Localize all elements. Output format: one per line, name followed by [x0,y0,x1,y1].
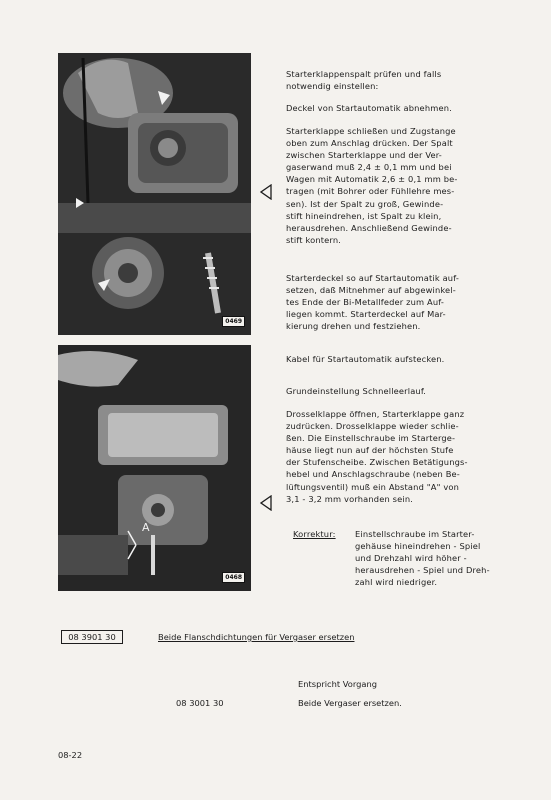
carburetor-illustration-bottom [58,345,251,591]
figure-number-tag: 0469 [222,316,245,327]
instruction-line: ßen. Die Einstellschraube im Starterge- [286,433,456,444]
correction-line: gehäuse hineindrehen - Spiel [355,541,481,552]
instruction-line: setzen, daß Mitnehmer auf abgewinkel- [286,285,456,296]
reference-label: Entspricht Vorgang [298,679,378,689]
instruction-step [286,353,516,365]
operation-number-box: 08 3901 30 [61,630,123,644]
left-pointer-icon [260,495,272,511]
instruction-line: Kabel für Startautomatik aufstecken. [286,354,445,364]
page-number: 08-22 [58,750,83,760]
left-pointer-icon [260,184,272,200]
instruction-line: zudrücken. Drosselklappe wieder schlie- [286,421,459,432]
instruction-line: tes Ende der Bi-Metallfeder zum Auf- [286,297,445,308]
instruction-line: zwischen Starterklappe und der Ver- [286,150,442,161]
instruction-line: liegen kommt. Starterdeckel auf Mar- [286,309,446,320]
instruction-line: gaserwand muß 2,4 ± 0,1 mm und bei [286,162,452,173]
instruction-line: tragen (mit Bohrer oder Fühllehre mes- [286,186,455,197]
instruction-step [286,102,516,114]
carburetor-photo-top [58,53,251,335]
correction-line: herausdrehen - Spiel und Dreh- [355,565,490,576]
instruction-line: hebel und Anschlagschraube (neben Be- [286,469,460,480]
reference-operation-text: Beide Vergaser ersetzen. [298,698,402,708]
figure-number-tag: 0468 [222,572,245,583]
instruction-line: Starterklappe schließen und Zugstange [286,126,456,136]
instruction-line: häuse liegt nun auf der höchsten Stufe [286,445,454,456]
instruction-line: Wagen mit Automatik 2,6 ± 0,1 mm be- [286,174,458,185]
heading-line: notwendig einstellen: [286,81,379,92]
heading-line: Grundeinstellung Schnelleerlauf. [286,386,427,396]
distance-a-label: A [142,521,150,534]
instruction-paragraph [286,125,516,246]
carburetor-illustration-top [58,53,251,335]
instruction-line: sen). Ist der Spalt zu groß, Gewinde- [286,198,444,209]
instruction-line: Starterdeckel so auf Startautomatik auf- [286,273,459,283]
operation-title: Beide Flanschdichtungen für Vergaser ersetzen [158,632,355,642]
correction-label: Korrektur: [293,529,336,539]
heading-line: Starterklappenspalt prüfen und falls [286,69,442,79]
instruction-line: 3,1 - 3,2 mm vorhanden sein. [286,493,414,504]
instruction-line: der Stufenscheibe. Zwischen Betätigungs- [286,457,468,468]
correction-line: Einstellschraube im Starter- [355,529,475,539]
instruction-line: lüftungsventil) muß ein Abstand "A" von [286,481,460,492]
reference-operation-number: 08 3001 30 [176,698,224,708]
carburetor-photo-bottom [58,345,251,591]
instruction-paragraph [286,408,516,505]
instruction-line: kierung drehen und festziehen. [286,321,421,332]
correction-line: zahl wird niedriger. [355,577,438,588]
instruction-line: stift kontern. [286,234,342,245]
correction-line: und Drehzahl wird höher - [355,553,467,564]
instruction-line: Drosselklappe öffnen, Starterklappe ganz [286,409,465,419]
instruction-line: Deckel von Startautomatik abnehmen. [286,103,452,113]
section-heading [286,385,516,397]
section-heading [286,68,516,92]
instruction-line: stift hineindrehen, ist Spalt zu klein, [286,210,442,221]
correction-body [355,528,520,588]
instruction-line: herausdrehen. Anschließend Gewinde- [286,222,452,233]
instruction-paragraph [286,272,516,332]
instruction-line: oben zum Anschlag drücken. Der Spalt [286,138,453,149]
